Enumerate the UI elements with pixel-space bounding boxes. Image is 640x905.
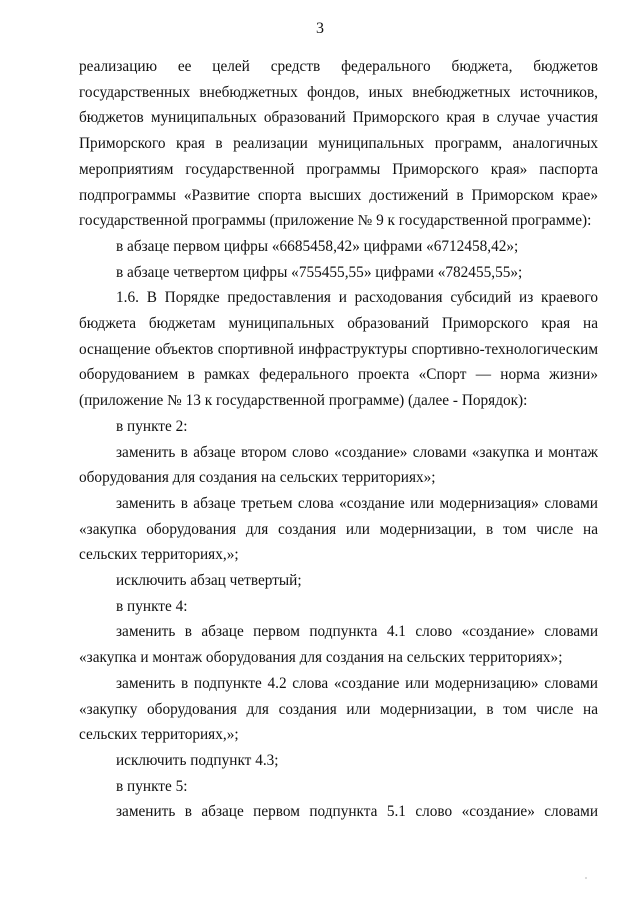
text-line: Приморского края в реализации муниципальных программ, аналогичных (79, 135, 598, 153)
page-number: 3 (316, 20, 324, 37)
text-line: бюджета бюджетам муниципальных образований Приморского края на (79, 315, 598, 333)
text-line: заменить в подпункте 4.2 слова «создание или модернизацию» словами (116, 674, 598, 692)
text-line: оборудованием в рамках федерального проекта «Спорт — норма жизни» (79, 366, 598, 384)
text-line: «закупка оборудования для создания или модернизации, в том числе на (79, 520, 598, 538)
text-line: государственной программы (приложение № 9 к государственной программе): (79, 212, 592, 230)
text-line: исключить абзац четвертый; (116, 572, 302, 590)
text-line: подпрограммы «Развитие спорта высших достижений в Приморском крае» (79, 186, 598, 204)
text-line: «закупку оборудования для создания или модернизации, в том числе на (79, 700, 598, 718)
text-line: в пункте 2: (116, 417, 188, 435)
text-line: (приложение № 13 к государственной программе) (далее - Порядок): (79, 392, 528, 410)
text-line: в абзаце четвертом цифры «755455,55» цифрами «782455,55»; (116, 263, 523, 281)
text-line: исключить подпункт 4.3; (116, 751, 279, 769)
text-line: государственных внебюджетных фондов, иных внебюджетных источников, (79, 83, 598, 101)
text-line: мероприятиям государственной программы Приморского края» паспорта (79, 160, 598, 178)
text-line: заменить в абзаце втором слово «создание» словами «закупка и монтаж (116, 443, 598, 461)
text-line: заменить в абзаце первом подпункта 4.1 слово «создание» словами (116, 623, 598, 641)
text-line: оборудования для создания на сельских территориях»; (79, 469, 436, 487)
text-line: сельских территориях,»; (79, 726, 239, 744)
scan-speck (585, 877, 587, 879)
text-line: в пункте 4: (116, 597, 188, 615)
text-line: заменить в абзаце третьем слова «создание или модернизация» словами (116, 494, 598, 512)
text-line: в пункте 5: (116, 777, 188, 795)
document-body (79, 54, 598, 825)
text-line: «закупка и монтаж оборудования для создания на сельских территориях»; (79, 649, 563, 667)
text-line: реализацию ее целей средств федерального бюджета, бюджетов (79, 58, 598, 75)
text-line: в абзаце первом цифры «6685458,42» цифрами «6712458,42»; (116, 237, 519, 255)
text-line: заменить в абзаце первом подпункта 5.1 слово «создание» словами (116, 803, 598, 821)
text-line: оснащение объектов спортивной инфраструктуры спортивно-технологическим (79, 340, 598, 358)
text-line: бюджетов муниципальных образований Приморского края в случае участия (79, 109, 598, 127)
text-line: сельских территориях,»; (79, 546, 239, 564)
text-line: 1.6. В Порядке предоставления и расходования субсидий из краевого (116, 289, 598, 307)
